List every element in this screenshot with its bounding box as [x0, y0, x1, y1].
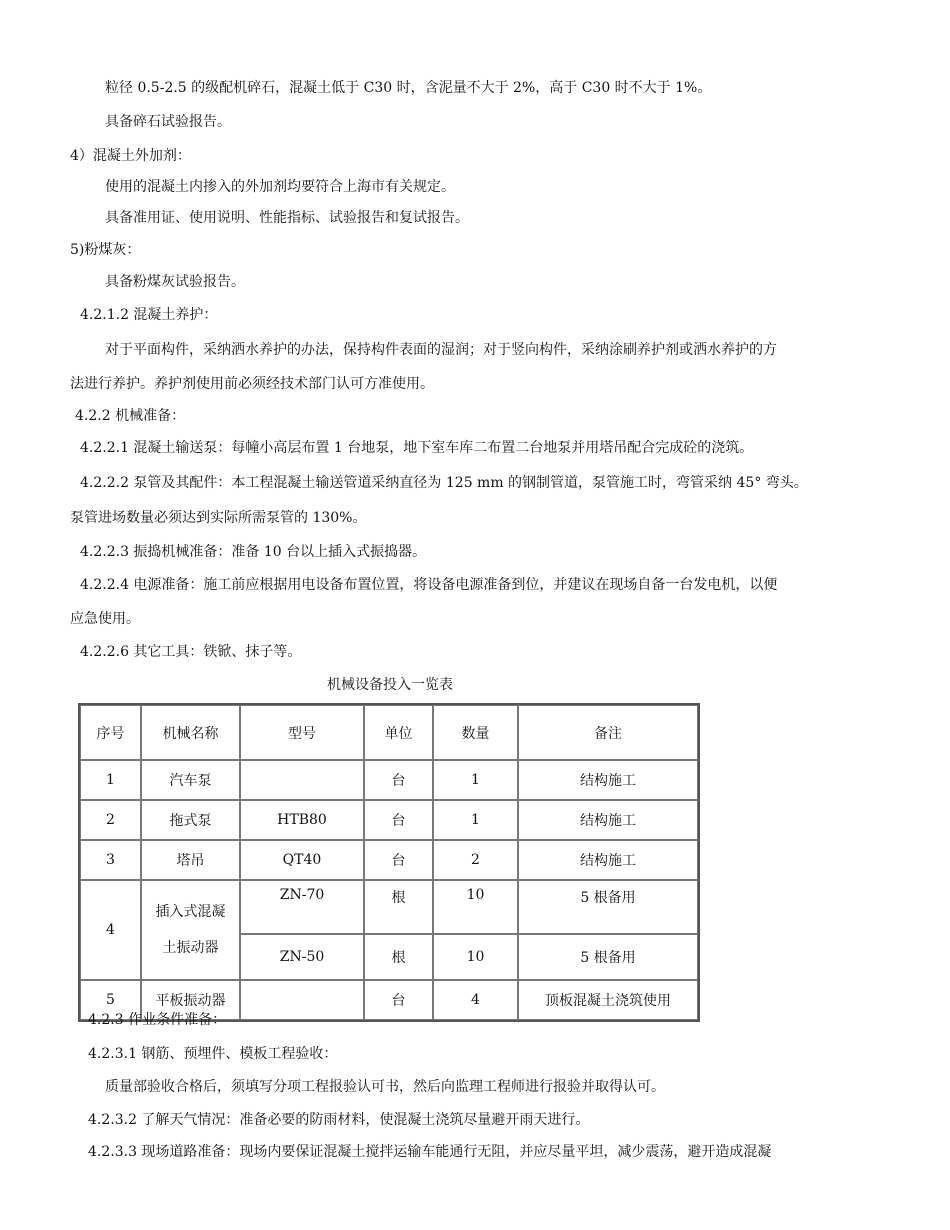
cell-model: HTB80: [240, 800, 364, 840]
cell-qty: 10: [433, 880, 518, 934]
cell-name-line: 土振动器: [162, 940, 219, 956]
table-caption: 机械设备投入一览表: [327, 677, 453, 693]
cell-qty: 10: [433, 934, 518, 980]
cell-note: 结构施工: [518, 800, 698, 840]
cell-unit: 台: [364, 800, 433, 840]
cell-qty: 1: [433, 760, 518, 800]
section-heading: 4.2.2 机械准备：: [75, 408, 186, 424]
cell-no: 1: [80, 760, 141, 800]
section-heading: 4.2.3 作业条件准备：: [88, 1012, 227, 1028]
paragraph-line: 泵管进场数量必须达到实际所需泵管的 130%。: [70, 510, 367, 526]
paragraph-line: 4.2.2.1 混凝土输送泵：每幢小高层布置 1 台地泵，地下室车库二布置二台地泵并用塔吊配合完成砼的浇筑。: [80, 440, 754, 456]
header-cell: 数量: [433, 705, 518, 760]
header-cell: 机械名称: [141, 705, 240, 760]
cell-note: 结构施工: [518, 760, 698, 800]
paragraph-line: 法进行养护。养护剂使用前必须经技术部门认可方准使用。: [70, 376, 434, 392]
cell-note: 5 根备用: [518, 880, 698, 934]
cell-name: 汽车泵: [141, 760, 240, 800]
cell-no: 2: [80, 800, 141, 840]
paragraph-line: 具备碎石试验报告。: [105, 114, 231, 130]
paragraph-line: 具备粉煤灰试验报告。: [105, 274, 245, 290]
cell-name: [141, 880, 240, 980]
cell-no: 4: [80, 880, 141, 980]
table-row: [80, 840, 698, 880]
cell-unit: 根: [364, 880, 433, 934]
paragraph-line: 应急使用。: [70, 611, 140, 627]
cell-unit: 台: [364, 980, 433, 1020]
section-heading: 4）混凝土外加剂：: [70, 148, 191, 164]
paragraph-line: 对于平面构件，采纳洒水养护的办法，保持构件表面的湿润；对于竖向构件，采纳涂刷养护剂或洒水养护的方: [105, 342, 777, 358]
paragraph-line: 质量部验收合格后，须填写分项工程报验认可书，然后向监理工程师进行报验并取得认可。: [105, 1079, 665, 1095]
section-heading: 5)粉煤灰：: [70, 242, 141, 258]
paragraph-line: 4.2.2.6 其它工具：铁锨、抹子等。: [80, 644, 302, 660]
cell-no: 5: [80, 980, 141, 1020]
cell-note: 顶板混凝土浇筑使用: [518, 980, 698, 1020]
cell-model: [240, 980, 364, 1020]
paragraph-line: 4.2.2.3 振捣机械准备：准备 10 台以上插入式振捣器。: [80, 544, 427, 560]
cell-model: [240, 760, 364, 800]
cell-no: 3: [80, 840, 141, 880]
header-cell: 序号: [80, 705, 141, 760]
cell-name: 塔吊: [141, 840, 240, 880]
table-row: [80, 800, 698, 840]
paragraph-line: 使用的混凝土内掺入的外加剂均要符合上海市有关规定。: [105, 179, 455, 195]
paragraph-line: 4.2.3.3 现场道路准备：现场内要保证混凝土搅拌运输车能通行无阻，并应尽量平坦，减少震荡，避开造成混凝: [88, 1144, 772, 1160]
cell-unit: 根: [364, 934, 433, 980]
cell-name-line: 插入式混凝: [155, 904, 226, 920]
cell-qty: 1: [433, 800, 518, 840]
cell-model: ZN-70: [240, 880, 364, 934]
paragraph-line: 4.2.3.2 了解天气情况：准备必要的防雨材料，使混凝土浇筑尽量避开雨天进行。: [88, 1112, 590, 1128]
cell-qty: 2: [433, 840, 518, 880]
table-row: [80, 760, 698, 800]
section-heading: 4.2.3.1 钢筋、预埋件、模板工程验收：: [88, 1046, 338, 1062]
cell-note: 5 根备用: [518, 934, 698, 980]
cell-qty: 4: [433, 980, 518, 1020]
paragraph-line: 4.2.2.2 泵管及其配件：本工程混凝土输送管道采纳直径为 125 mm 的钢制管道，泵管施工时，弯管采纳 45° 弯头。: [80, 475, 808, 491]
cell-model: ZN-50: [240, 934, 364, 980]
header-cell: 型号: [240, 705, 364, 760]
table-header-row: [80, 705, 698, 760]
cell-model: QT40: [240, 840, 364, 880]
cell-note: 结构施工: [518, 840, 698, 880]
table-row: [80, 880, 698, 934]
paragraph-line: 4.2.2.4 电源准备：施工前应根据用电设备布置位置，将设备电源准备到位，并建议在现场自备一台发电机，以便: [80, 577, 778, 593]
section-heading: 4.2.1.2 混凝土养护：: [80, 307, 218, 323]
header-cell: 单位: [364, 705, 433, 760]
cell-unit: 台: [364, 760, 433, 800]
paragraph-line: 具备准用证、使用说明、性能指标、试验报告和复试报告。: [105, 210, 469, 226]
cell-name: 平板振动器: [141, 980, 240, 1020]
paragraph-line: 粒径 0.5-2.5 的级配机碎石，混凝土低于 C30 时，含泥量不大于 2%，高于 C30 时不大于 1%。: [105, 80, 712, 96]
cell-unit: 台: [364, 840, 433, 880]
cell-name: 拖式泵: [141, 800, 240, 840]
header-cell: 备注: [518, 705, 698, 760]
equipment-table: [78, 703, 700, 1022]
